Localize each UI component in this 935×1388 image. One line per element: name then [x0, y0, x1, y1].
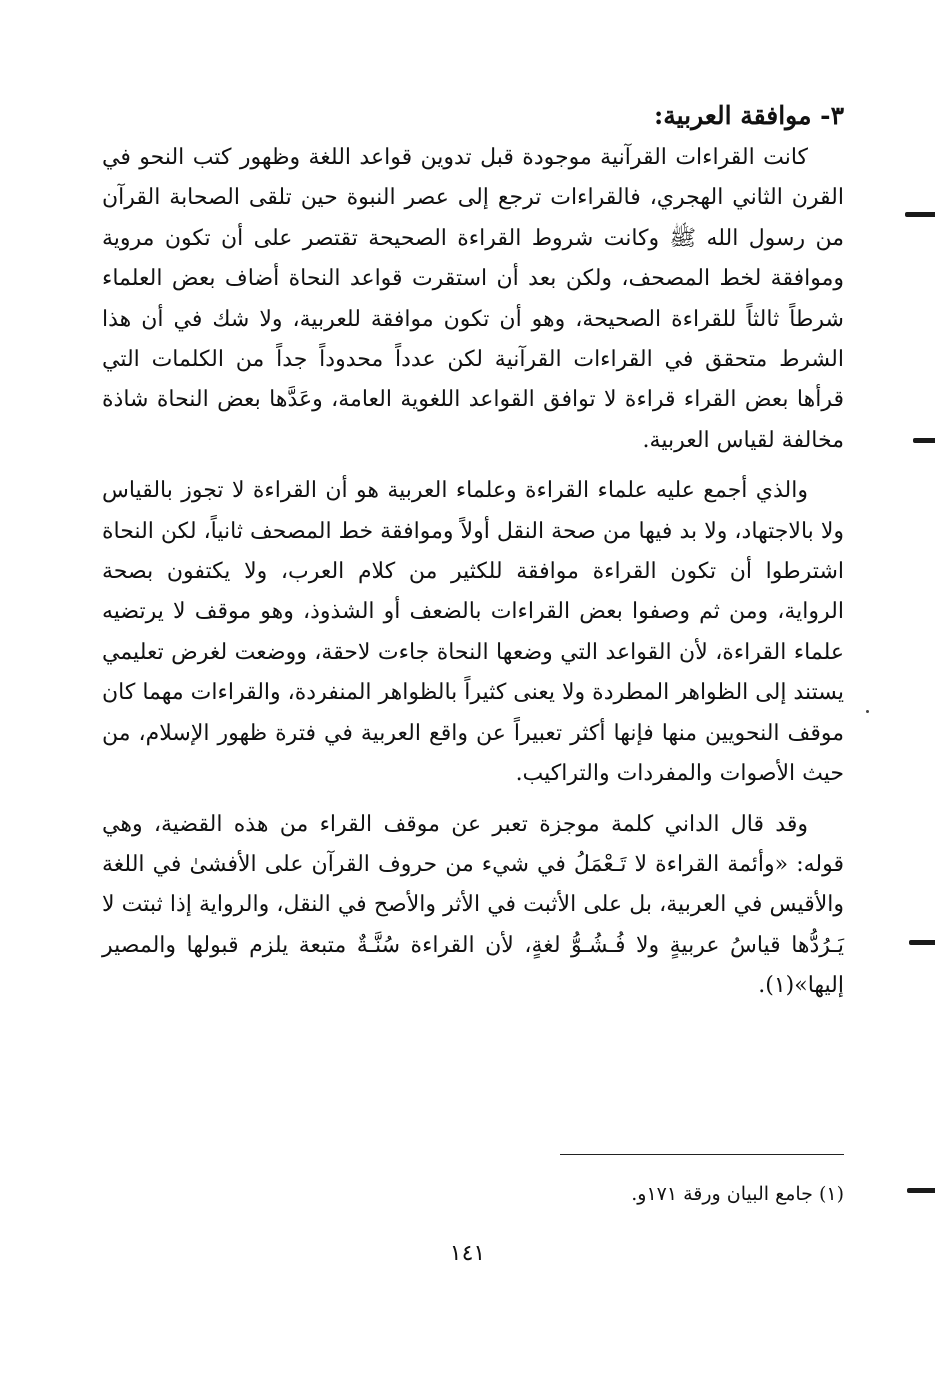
section-heading: ٣- موافقة العربية: — [653, 101, 844, 130]
main-text — [102, 96, 844, 1017]
scan-speck — [866, 710, 869, 713]
scan-margin-mark — [907, 1188, 935, 1193]
page-number: ١٤١ — [449, 1241, 486, 1266]
paragraph-3: وقد قال الداني كلمة موجزة تعبر عن موقف القراء من هذه القضية، وهي قوله: «وأئمة القراءة لا تَـعْمَلُ في شيء من حروف القرآن على الأفشىٰ في اللغة والأقيس في العربية، بل على الأثبت في الأثر والأصح في النقل، والرواية إذا ثبتت لا يَـرُدُّها قياسُ عربيةٍ ولا فُـشُـوُّ لغةٍ، لأن القراءة سُنَّـةٌ متبعة يلزم قبولها والمصير إليها»(١). — [102, 811, 844, 999]
footnote: (١) جامع البيان ورقة ١٧١و. — [631, 1183, 844, 1205]
scan-margin-mark — [909, 940, 935, 945]
scan-margin-mark — [913, 438, 935, 443]
footnote-divider — [560, 1154, 844, 1155]
paragraph-1: كانت القراءات القرآنية موجودة قبل تدوين قواعد اللغة وظهور كتب النحو في القرن الثاني الهجري، فالقراءات ترجع إلى عصر النبوة حين تلقى الصحابة القرآن من رسول الله ﷺ وكانت شروط القراءة الصحيحة تقتصر على أن تكون مروية وموافقة لخط المصحف، ولكن بعد أن استقرت قواعد النحاة أضاف بعض العلماء شرطاً ثالثاً للقراءة الصحيحة، وهو أن تكون موافقة للعربية، ولا شك في أن هذا الشرط متحقق في القراءات القرآنية لكن عدداً محدوداً جداً من الكلمات التي قرأها بعض القراء قراءة لا توافق القواعد اللغوية العامة، وعَدَّها بعض النحاة شاذة مخالفة لقياس العربية. — [102, 145, 844, 453]
scan-margin-mark — [905, 212, 935, 217]
paragraph-2: والذي أجمع عليه علماء القراءة وعلماء العربية هو أن القراءة لا تجوز بالقياس ولا بالاجتهاد، ولا بد فيها من صحة النقل أولاً وموافقة خط المصحف ثانياً، لكن النحاة اشترطوا أن تكون القراءة موافقة للكثير من كلام العرب، ولا يكتفون بصحة الرواية، ومن ثم وصفوا بعض القراءات بالضعف أو الشذوذ، وهو موقف لا يرتضيه علماء القراءة، لأن القواعد التي وضعها النحاة جاءت لاحقة، ووضعت لغرض تعليمي يستند إلى الظواهر المطردة ولا يعنى كثيراً بالظواهر المنفردة، والقراءات مهما كان موقف النحويين منها فإنها أكثر تعبيراً عن واقع العربية في فترة ظهور الإسلام، من حيث الأصوات والمفردات والتراكيب. — [102, 478, 844, 787]
